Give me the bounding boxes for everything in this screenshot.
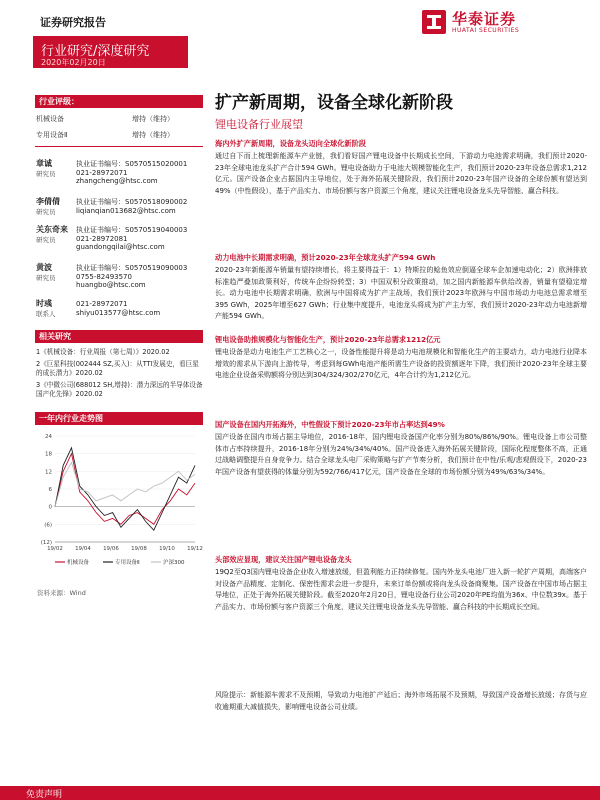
related-head: 相关研究	[35, 330, 203, 343]
footer-strip	[0, 786, 600, 800]
analyst-block	[36, 264, 206, 294]
y-tick-label: (12)	[40, 540, 52, 546]
y-tick-label: 18	[45, 451, 52, 458]
legend-label: 机械设备	[67, 560, 90, 566]
analyst-name: 关东奇来	[36, 225, 68, 234]
section-head: 锂电设备助推规模化与智能化生产，预计2020-23年总需求1212亿元	[215, 335, 441, 344]
analyst-name: 章诚	[36, 159, 52, 168]
analyst-role: 研究员	[36, 236, 56, 244]
x-tick-label: 19/10	[159, 546, 175, 552]
analyst-line: 执业证书编号：S0570519040003	[76, 226, 188, 234]
section-text: 通过自下而上梳理新能源车产业链，我们看好国产锂电设备中长期成长空间，下游动力电池需求明确，我们预计2020-23年全球电池龙头扩产合计594 GWh。锂电设备助力于电池大规模智能化生产，我们预计2020-23年设备总需求1,212亿元。国产设备企业占据国内主导地位，处于海外拓展关键阶段，我们预计2020-23年国产设备的全球份额有望达到49%（中性假设），基于产品实力、市场份额与客户资源三个角度，建议关注锂电设备龙头先导智能、赢合科技。	[215, 152, 587, 195]
related-item[interactable]: 1《机械设备：行业周报（第七周）》2020.02	[36, 348, 170, 356]
brand-logo-icon	[422, 10, 446, 34]
brand-name-en: HUATAI SECURITIES	[452, 27, 520, 34]
y-tick-label: 0	[48, 504, 52, 511]
analyst-email: guandongqilai@htsc.com	[76, 243, 165, 252]
y-tick-label: 6	[48, 487, 52, 493]
analyst-line: 0755-82493570	[76, 272, 132, 281]
analyst-line: 021-28972071	[76, 300, 128, 308]
analyst-name: 黄波	[36, 263, 52, 272]
section-text: 2020-23年新能源车销量有望持续增长，将主要得益于：1）特斯拉的鲶鱼效应倒逼全球车企加速电动化；2）欧洲排放标准趋严叠加政策利好，传统车企纷纷转型；3）中国双积分政策推动，加之国内新能源车供给改善，销量有望稳定增长。动力电池中长期需求明确，欧洲与中国将成为扩产主战场，我们预计2023年欧洲与中国市场动力电池总需求增至395 GWh，2025年增至627 GWh；行业集中度提升，电池龙头将成为扩产主力军，我们预计2020-23年动力电池新增产能594 GWh。	[215, 266, 587, 321]
y-tick-label: 24	[45, 434, 52, 440]
trend-head: 一年内行业走势图	[35, 412, 203, 425]
analyst-block	[36, 300, 206, 322]
legend-label: 沪深300	[163, 560, 185, 566]
rating-row	[36, 112, 204, 126]
analyst-email: shiyu013577@htsc.com	[76, 308, 161, 317]
section-text: 锂电设备是动力电池生产工艺核心之一，设备性能提升将是动力电池规模化和智能化生产的主要动力，动力电池行业降本增效的需求从下游向上游传导，考虑到每GWh电池产能所需生产设备的投资额逐年下降，我们预计2020-23年全球主要电池企业设备采购额将分别达到304/324/302/270亿元，4年合计约为1,212亿元。	[215, 348, 587, 380]
section-head: 海内外扩产新周期，设备龙头迈向全球化新阶段	[215, 139, 366, 148]
analyst-line: 021-28972071	[76, 168, 128, 177]
brand-name-cn: 华泰证券	[452, 10, 517, 28]
rating-sector: 机械设备	[36, 115, 64, 123]
analyst-email: liqianqian013682@htsc.com	[76, 206, 176, 215]
related-item[interactable]: 2《巨星科技(002444 SZ,买入)：从TTI发展史，看巨星的成长潜力》2020.02	[36, 360, 199, 377]
analyst-line: 执业证书编号：S0570518090002	[76, 198, 188, 206]
analyst-name: 李倩倩	[36, 197, 60, 206]
legend-label: 专用设备Ⅱ	[115, 560, 140, 566]
y-tick-label: 12	[45, 469, 52, 476]
divider	[35, 146, 203, 147]
analyst-role: 研究员	[36, 208, 56, 216]
chart-source: 资料来源：Wind	[37, 589, 86, 597]
report-category: 行业研究/深度研究	[41, 44, 150, 59]
rating-row	[36, 128, 204, 142]
analyst-role: 研究员	[36, 274, 56, 282]
analyst-email: zhangcheng@htsc.com	[76, 177, 158, 186]
page-subtitle: 锂电设备行业展望	[215, 118, 303, 131]
analyst-name: 时彧	[36, 299, 52, 308]
rating-value: 增持（维持）	[132, 131, 174, 139]
section-head: 国产设备在国内开拓海外，中性假设下预计2020-23年市占率达到49%	[215, 420, 445, 429]
report-date: 2020年02月20日	[41, 58, 106, 67]
analyst-role: 联系人	[36, 310, 56, 318]
rating-sector: 专用设备Ⅱ	[36, 131, 68, 139]
x-tick-label: 19/06	[103, 546, 119, 552]
section-text: 19Q2至Q3国内锂电设备企业收入增速放缓，但盈利能力正持续修复。国内外龙头电池厂进入新一轮扩产周期，高端客户对设备产品精度、定制化、保密性需求会进一步提升，未来订单份额或将向龙头设备商聚集。国产设备在中国市场占据主导地位，正处于海外拓展关键阶段。截至2020年2月20日，锂电设备行业公司2020年PE均值为36x、中位数39x。基于产品实力、市场份额与客户资源三个角度，建议关注锂电设备龙头先导智能、赢合科技的中长期成长空间。	[215, 568, 587, 611]
analyst-email: huangbo@htsc.com	[76, 281, 146, 290]
x-tick-label: 19/08	[131, 546, 147, 552]
analyst-block	[36, 226, 206, 256]
y-tick-label: (6)	[44, 522, 52, 529]
x-tick-label: 19/12	[187, 546, 203, 552]
page-title: 扩产新周期，设备全球化新阶段	[215, 93, 453, 113]
disclaimer-label[interactable]: 免责声明	[26, 790, 63, 800]
analyst-line: 执业证书编号：S0570519090003	[76, 264, 188, 272]
related-item[interactable]: 3《中微公司(688012 SH,增持)：潜力深远的半导体设备国产化先锋》2020.02	[36, 381, 203, 398]
risk-text: 风险提示：新能源车需求不及预期，导致动力电池扩产延后；海外市场拓展不及预期，导致国产设备增长放缓；存货与应收逾期重大减值损失，影响锂电设备公司业绩。	[215, 691, 587, 711]
analyst-block	[36, 198, 206, 220]
report-type: 证券研究报告	[40, 16, 106, 29]
analyst-line: 执业证书编号：S0570515020001	[76, 160, 188, 168]
x-tick-label: 19/02	[47, 546, 63, 552]
analyst-block	[36, 160, 206, 190]
x-tick-label: 19/04	[75, 546, 91, 552]
category-banner	[33, 36, 188, 68]
trend-chart	[35, 430, 203, 580]
analyst-line: 021-28972081	[76, 234, 128, 243]
section-head: 动力电池中长期需求明确，预计2020-23年全球龙头扩产594 GWh	[215, 253, 436, 262]
section-head: 头部效应显现，建议关注国产锂电设备龙头	[215, 555, 352, 564]
section-text: 国产设备在国内市场占据主导地位，2016-18年，国内锂电设备国产化率分别为80%/86%/90%。锂电设备上市公司整体市占率持续提升，2016-18年分别为24%/34%/40%。国产设备进入海外拓展关键阶段，国际化程度整体不高，正通过战略调整提升自身竞争力。结合全球龙头电厂采购策略与扩产节奏分析，我们预计在中性/乐观/悲观假设下，2020-23年国产设备有望获得的体量分别为592/766/417亿元，国产设备在全球的市场份额分别为49%/63%/34%。	[215, 433, 587, 476]
brand-logo	[422, 8, 562, 38]
rating-value: 增持（维持）	[132, 115, 174, 123]
rating-head: 行业评级：	[35, 95, 203, 108]
analyst-role: 研究员	[36, 170, 56, 178]
